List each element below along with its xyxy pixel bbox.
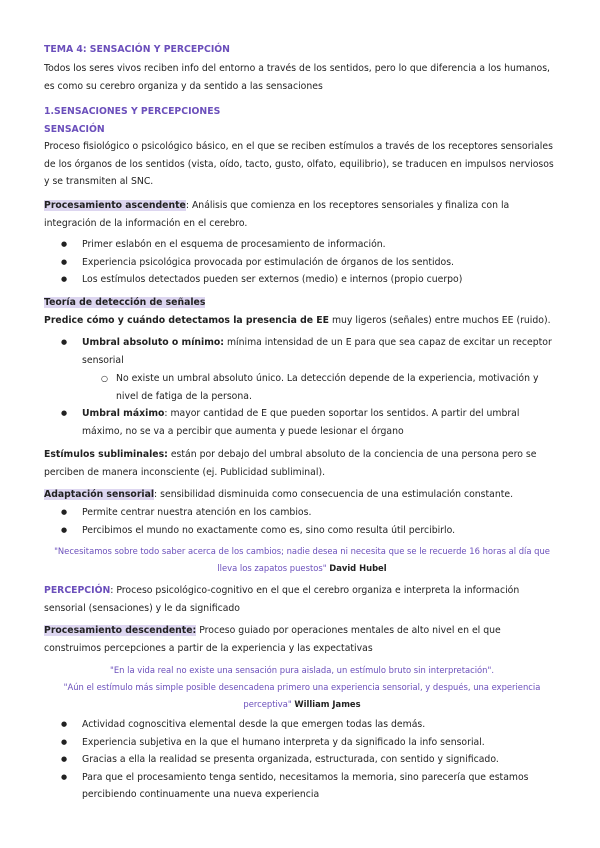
teoria-lead-rest: muy ligeros (señales) entre muchos EE (ruido). <box>329 315 551 326</box>
percepcion-term: PERCEPCIÓN <box>44 585 111 596</box>
adaptacion-term: Adaptación sensorial <box>44 489 155 500</box>
section-heading: 1.SENSACIONES Y PERCEPCIONES <box>44 106 221 117</box>
quote-james-line1: "En la vida real no existe una sensación pura aislada, un estímulo bruto sin interpretación". <box>110 665 494 675</box>
quote-james-author: William James <box>294 699 361 709</box>
sensacion-paragraph: Proceso fisiológico o psicológico básico, en el que se reciben estímulos a través de los receptores sensoriales de los órganos de los sentidos (vista, oído, tacto, gusto, olfato, equilibrio), se traducen en impulsos nerviosos y se transmiten al SNC. <box>44 141 554 188</box>
list-item: ● Gracias a ella la realidad se presenta organizada, estructurada, con sentido y significado. <box>44 751 560 769</box>
percepcion-list <box>44 716 560 804</box>
umbral-absoluto-text: mínima intensidad de un E para que sea capaz de excitar un receptor sensorial <box>82 337 552 366</box>
list-item: ● Primer eslabón en el esquema de procesamiento de información. <box>44 236 560 254</box>
teoria-heading <box>44 294 560 312</box>
umbral-list <box>44 334 560 441</box>
subliminales-term: Estímulos subliminales: <box>44 449 168 460</box>
list-item: ● Para que el procesamiento tenga sentido, necesitamos la memoria, sino parecería que estamos percibiendo continuamente una nueva experiencia <box>44 769 560 804</box>
sensacion-heading: SENSACIÓN <box>44 124 105 135</box>
list-item: ● Experiencia subjetiva en la que el humano interpreta y da significado la info sensorial. <box>44 734 560 752</box>
proc-ascendente-paragraph <box>44 197 560 232</box>
percepcion-paragraph <box>44 582 560 617</box>
intro-paragraph: Todos los seres vivos reciben info del entorno a través de los sentidos, pero lo que diferencia a los humanos, es como su cerebro organiza y da sentido a las sensaciones <box>44 63 550 92</box>
list-subitem: ○ No existe un umbral absoluto único. La detección depende de la experiencia, motivación y nivel de fatiga de la persona. <box>44 370 560 405</box>
list-item: ● Permite centrar nuestra atención en los cambios. <box>44 504 560 522</box>
list-item-umbral-maximo <box>44 405 560 440</box>
proc-descendente-text: Proceso guiado por operaciones mentales de alto nivel en el que construimos percepciones a partir de la experiencia y las expectativas <box>44 625 501 654</box>
proc-descendente-term: Procesamiento descendente: <box>44 625 197 636</box>
list-item: ● Actividad cognoscitiva elemental desde la que emergen todas las demás. <box>44 716 560 734</box>
quote-hubel <box>44 543 560 577</box>
adaptacion-paragraph <box>44 486 560 504</box>
proc-ascendente-term: Procesamiento ascendente <box>44 200 186 211</box>
proc-descendente-paragraph <box>44 622 560 657</box>
umbral-absoluto-term: Umbral absoluto o mínimo: <box>82 337 224 348</box>
page-title: TEMA 4: SENSACIÓN Y PERCEPCIÓN <box>44 44 230 55</box>
list-item: ● Experiencia psicológica provocada por estimulación de órganos de los sentidos. <box>44 254 560 272</box>
umbral-maximo-term: Umbral máximo <box>82 408 165 420</box>
quote-hubel-text: "Necesitamos sobre todo saber acerca de los cambios; nadie desea ni necesita que se le recuerde 16 horas al día que lleva los zapatos puestos" <box>54 546 550 573</box>
percepcion-text: : Proceso psicológico-cognitivo en el que el cerebro organiza e interpreta la información sensorial (sensaciones) y le da significado <box>44 585 520 614</box>
teoria-heading-text: Teoría de detección de señales <box>44 297 206 308</box>
proc-ascendente-text: : Análisis que comienza en los receptores sensoriales y finaliza con la integración de la información en el cerebro. <box>44 200 510 229</box>
adaptacion-text: : sensibilidad disminuida como consecuencia de una estimulación constante. <box>154 489 514 500</box>
quote-james-line2-wrap <box>44 679 560 713</box>
list-item: ● Percibimos el mundo no exactamente como es, sino como resulta útil percibirlo. <box>44 522 560 540</box>
subliminales-paragraph <box>44 446 560 481</box>
teoria-lead-bold: Predice cómo y cuándo detectamos la presencia de EE <box>44 315 329 326</box>
umbral-maximo-text: : mayor cantidad de E que pueden soportar los sentidos. A partir del umbral máximo, no se va a percibir que aumenta y puede lesionar el órgano <box>82 408 520 437</box>
proc-ascendente-list <box>44 236 560 289</box>
list-item: ● Los estímulos detectados pueden ser externos (medio) e internos (propio cuerpo) <box>44 271 560 289</box>
quote-james <box>44 662 560 713</box>
subliminales-text: están por debajo del umbral absoluto de la conciencia de una persona pero se perciben de manera inconsciente (ej. Publicidad subliminal). <box>44 449 537 478</box>
quote-hubel-author: David Hubel <box>329 563 387 573</box>
quote-james-line2: "Aún el estímulo más simple posible desencadena primero una experiencia sensorial, y después, una experiencia perceptiva" <box>63 682 541 709</box>
list-item-umbral-absoluto <box>44 334 560 369</box>
adaptacion-list <box>44 504 560 539</box>
teoria-lead <box>44 312 560 330</box>
